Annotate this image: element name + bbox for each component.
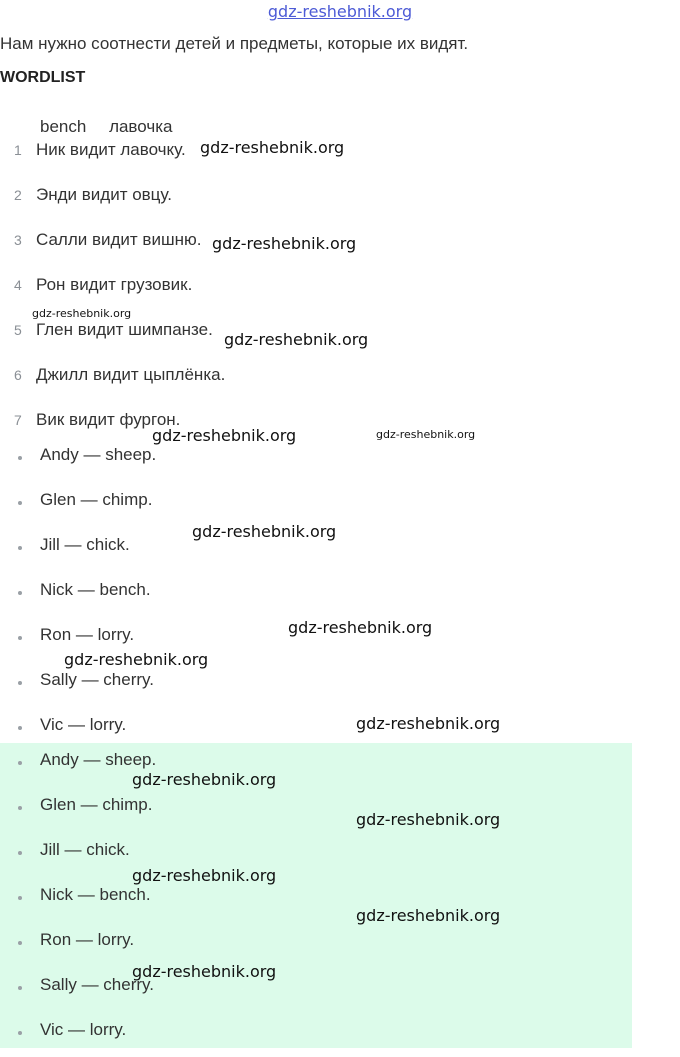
wordlist-clipped-row bbox=[40, 117, 190, 132]
bullet-icon bbox=[18, 851, 22, 855]
bullet-icon bbox=[18, 896, 22, 900]
bullet-icon bbox=[18, 501, 22, 505]
sentence-text: Вик видит фургон. bbox=[36, 410, 181, 429]
watermark: gdz-reshebnik.org bbox=[32, 307, 132, 320]
sentence-number: 2 bbox=[14, 187, 22, 203]
pair-text: Vic — lorry. bbox=[40, 715, 127, 734]
pair-text: Nick — bench. bbox=[40, 580, 151, 599]
sentence-text: Глен видит шимпанзе. bbox=[36, 320, 213, 339]
sentence-text: Ник видит лавочку. bbox=[36, 140, 186, 159]
sentence-text: Салли видит вишню. bbox=[36, 230, 202, 249]
sentence-number: 4 bbox=[14, 277, 22, 293]
watermark: gdz-reshebnik.org bbox=[152, 426, 297, 445]
intro-text: Нам нужно соотнести детей и предметы, которые их видят. bbox=[0, 34, 469, 53]
bullet-icon bbox=[18, 761, 22, 765]
answer-text: Andy — sheep. bbox=[40, 750, 157, 769]
watermark: gdz-reshebnik.org bbox=[132, 866, 277, 885]
answer-text: Nick — bench. bbox=[40, 885, 151, 904]
answer-text: Sally — cherry. bbox=[40, 975, 154, 994]
watermark: gdz-reshebnik.org bbox=[356, 810, 501, 829]
bullet-icon bbox=[18, 806, 22, 810]
answer-text: Vic — lorry. bbox=[40, 1020, 127, 1039]
sentence-number: 7 bbox=[14, 412, 22, 428]
bullet-icon bbox=[18, 636, 22, 640]
bullet-icon bbox=[18, 986, 22, 990]
pair-text: Jill — chick. bbox=[40, 535, 130, 554]
site-header-link[interactable]: gdz-reshebnik.org bbox=[267, 2, 413, 21]
watermark: gdz-reshebnik.org bbox=[356, 906, 501, 925]
watermark: gdz-reshebnik.org bbox=[224, 330, 369, 349]
sentence-number: 5 bbox=[14, 322, 22, 338]
bullet-icon bbox=[18, 1031, 22, 1035]
watermark: gdz-reshebnik.org bbox=[212, 234, 357, 253]
watermark: gdz-reshebnik.org bbox=[132, 962, 277, 981]
bullet-icon bbox=[18, 681, 22, 685]
sentence-text: Рон видит грузовик. bbox=[36, 275, 193, 294]
watermark: gdz-reshebnik.org bbox=[132, 770, 277, 789]
bullet-icon bbox=[18, 546, 22, 550]
sentence-text: Энди видит овцу. bbox=[36, 185, 172, 204]
pair-text: Sally — cherry. bbox=[40, 670, 154, 689]
sentence-number: 6 bbox=[14, 367, 22, 383]
bullet-icon bbox=[18, 456, 22, 460]
watermark: gdz-reshebnik.org bbox=[376, 428, 476, 441]
wordlist-translation: лавочка bbox=[109, 117, 173, 132]
pair-text: Andy — sheep. bbox=[40, 445, 157, 464]
answer-text: Ron — lorry. bbox=[40, 930, 135, 949]
answer-text: Jill — chick. bbox=[40, 840, 130, 859]
bullet-icon bbox=[18, 941, 22, 945]
watermark: gdz-reshebnik.org bbox=[356, 714, 501, 733]
watermark: gdz-reshebnik.org bbox=[288, 618, 433, 637]
pair-text: Glen — chimp. bbox=[40, 490, 153, 509]
wordlist-word: bench bbox=[40, 117, 87, 132]
watermark: gdz-reshebnik.org bbox=[200, 138, 345, 157]
bullet-icon bbox=[18, 591, 22, 595]
sentence-text: Джилл видит цыплёнка. bbox=[36, 365, 226, 384]
wordlist-title: WORDLIST bbox=[0, 69, 86, 86]
sentence-number: 3 bbox=[14, 232, 22, 248]
bullet-icon bbox=[18, 726, 22, 730]
watermark: gdz-reshebnik.org bbox=[64, 650, 209, 669]
watermark: gdz-reshebnik.org bbox=[192, 522, 337, 541]
pair-text: Ron — lorry. bbox=[40, 625, 135, 644]
answer-text: Glen — chimp. bbox=[40, 795, 153, 814]
sentence-number: 1 bbox=[14, 142, 22, 158]
